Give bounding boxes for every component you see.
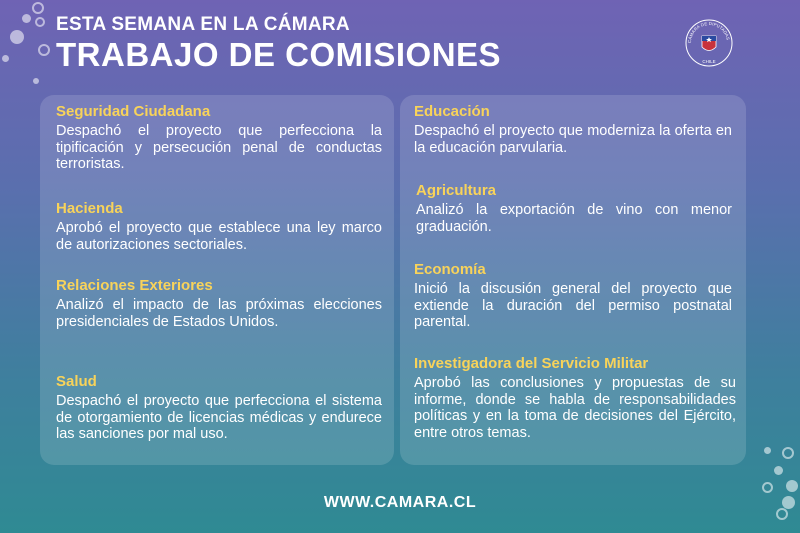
committee-text: Despachó el proyecto que perfecciona la tipificación y persecución penal de conductas terroristas. — [56, 123, 382, 172]
committee-item-agricultura — [416, 182, 732, 235]
committee-text: Aprobó las conclusiones y propuestas de su informe, donde se habla de responsabilidades políticas y en la toma de decisiones del Ejército, entre otros temas. — [414, 375, 736, 441]
decor-bubble — [764, 447, 771, 454]
decor-bubble — [32, 2, 44, 14]
committee-text: Analizó la exportación de vino con menor graduación. — [416, 202, 732, 235]
committee-text: Aprobó el proyecto que establece una ley marco de autorizaciones sectoriales. — [56, 220, 382, 253]
decor-bubble — [762, 482, 773, 493]
decor-bubble — [2, 55, 9, 62]
committee-heading: Salud — [56, 373, 97, 390]
decor-bubble — [774, 466, 783, 475]
seal-country: CHILE — [702, 59, 716, 64]
committee-heading: Seguridad Ciudadana — [56, 103, 211, 120]
committee-heading: Investigadora del Servicio Militar — [414, 355, 649, 372]
committee-item-investigadora — [414, 355, 736, 441]
committee-item-economia — [414, 261, 732, 331]
header-kicker: ESTA SEMANA EN LA CÁMARA — [56, 14, 350, 35]
committee-heading: Economía — [414, 261, 486, 278]
committee-item-relaciones — [56, 277, 382, 330]
committee-item-hacienda — [56, 200, 382, 253]
committee-heading: Educación — [414, 103, 490, 120]
decor-bubble — [38, 44, 50, 56]
seal-arc-text: CÁMARA DE DIPUTADAS — [686, 20, 731, 44]
decor-bubble — [786, 480, 798, 492]
committee-heading: Relaciones Exteriores — [56, 277, 213, 294]
chamber-seal-logo — [684, 18, 734, 68]
decor-bubble — [782, 447, 794, 459]
decor-bubble — [35, 17, 45, 27]
committee-text: Inició la discusión general del proyecto que extiende la duración del permiso postnatal parental. — [414, 281, 732, 330]
committee-text: Analizó el impacto de las próximas elecciones presidenciales de Estados Unidos. — [56, 297, 382, 330]
committee-text: Despachó el proyecto que moderniza la oferta en la educación parvularia. — [414, 123, 732, 156]
page-title: TRABAJO DE COMISIONES — [56, 36, 502, 73]
website-link[interactable]: WWW.CAMARA.CL — [323, 494, 477, 511]
committee-item-educacion — [414, 103, 732, 156]
decor-bubble — [22, 14, 31, 23]
committee-text: Despachó el proyecto que perfecciona el sistema de otorgamiento de licencias médicas y endurece las sanciones por mal uso. — [56, 393, 382, 442]
decor-bubble — [10, 30, 24, 44]
committee-item-salud — [56, 373, 382, 443]
committee-heading: Agricultura — [416, 182, 497, 199]
committee-item-seguridad — [56, 103, 382, 173]
committee-heading: Hacienda — [56, 200, 123, 217]
decor-bubble — [33, 78, 39, 84]
